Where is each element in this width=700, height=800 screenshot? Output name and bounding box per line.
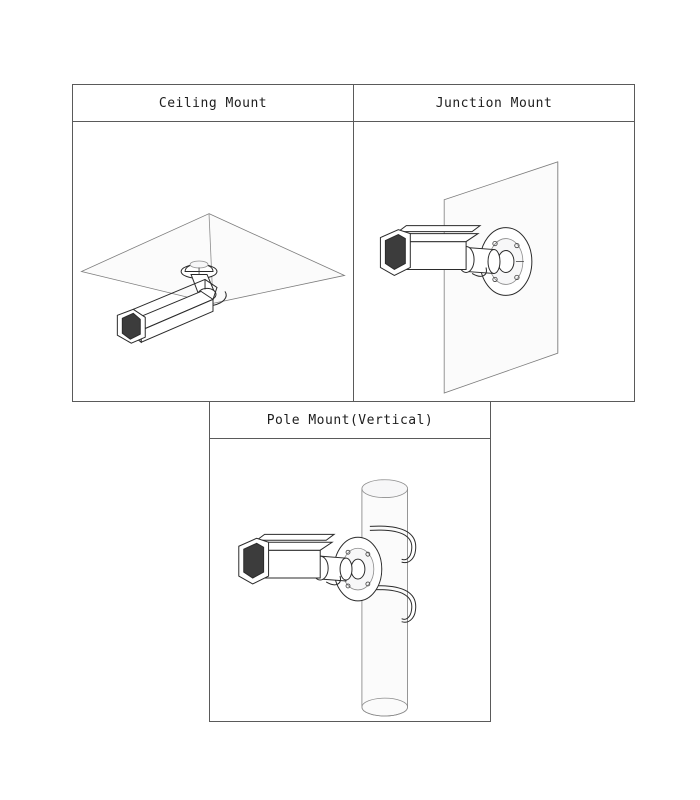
panel-junction-mount-illustration [354, 122, 634, 401]
panel-ceiling-mount-illustration [73, 122, 353, 401]
panel-ceiling-mount [72, 84, 354, 402]
panel-pole-mount-vertical [209, 401, 491, 722]
panel-pole-mount-vertical-title: Pole Mount(Vertical) [210, 402, 490, 439]
panel-junction-mount [353, 84, 635, 402]
panel-junction-mount-title: Junction Mount [354, 85, 634, 122]
panel-pole-mount-vertical-illustration [210, 439, 490, 721]
panel-ceiling-mount-title: Ceiling Mount [73, 85, 353, 122]
